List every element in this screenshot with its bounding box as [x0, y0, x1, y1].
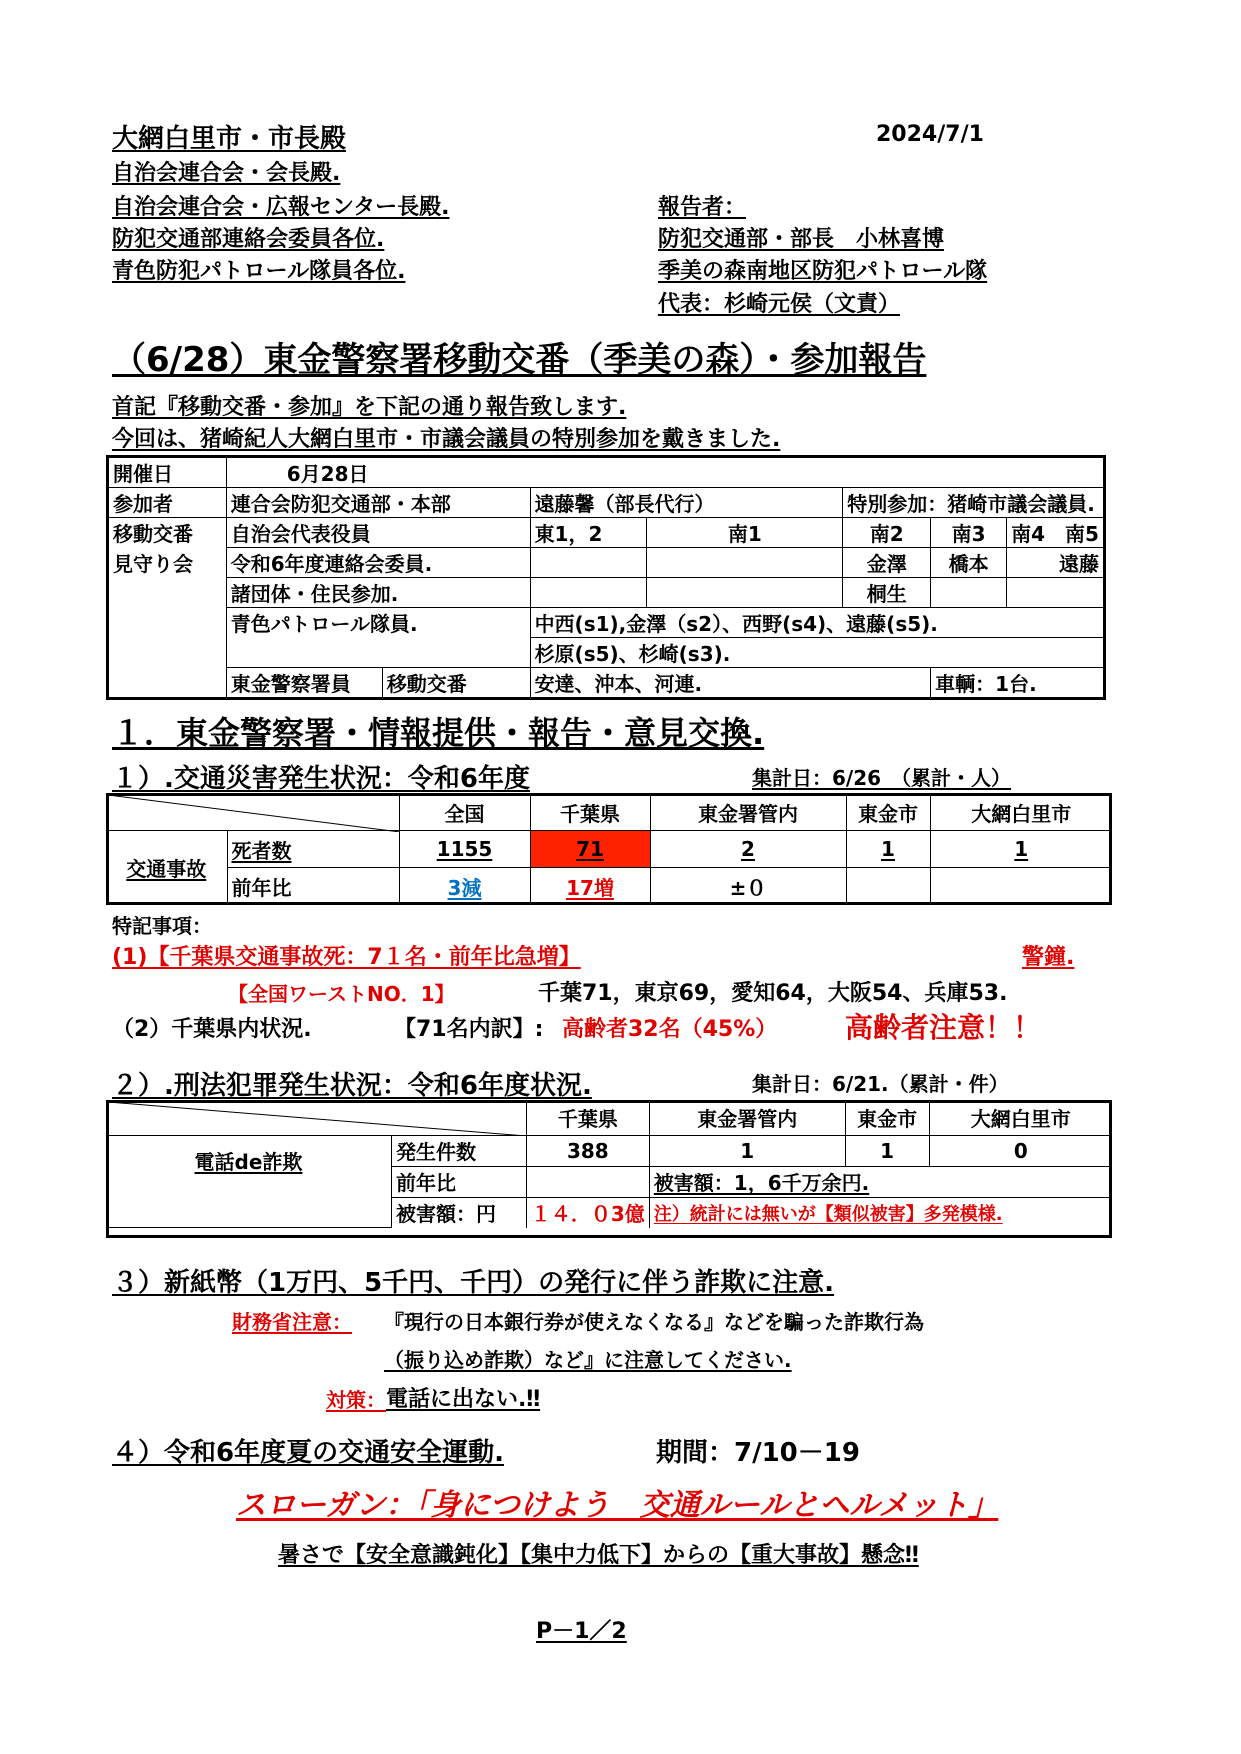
deaths-togane-city: 1	[846, 831, 930, 868]
deaths-oamishirasato: 1	[930, 831, 1112, 868]
crime-tally-date: 集計日：6/21.（累計・件）	[752, 1072, 1009, 1096]
crime-table	[106, 1100, 1112, 1228]
hq-label: 連合会防犯交通部・本部	[226, 488, 530, 518]
note2-elderly-warning: 高齢者注意！！	[845, 1011, 1042, 1044]
deaths-togane-station: 2	[650, 831, 846, 868]
area-east: 東1，2	[530, 518, 647, 548]
col-oamishirasato: 大網白里市	[930, 794, 1112, 831]
similar-damage-note: 注）統計には無いが【類似被害】多発模様.	[649, 1197, 1112, 1228]
date-value: 6月28日	[226, 457, 1104, 488]
new-bills-heading: ３）新紙幣（1万円、5千円、千円）の発行に伴う詐欺に注意.	[112, 1268, 835, 1298]
area-south2: 南2	[843, 518, 931, 548]
name-endo: 遠藤	[1007, 548, 1105, 578]
crime-col-togane-station: 東金署管内	[649, 1101, 845, 1136]
reporter-label: 報告者：	[658, 195, 747, 220]
col-togane-station: 東金署管内	[650, 794, 846, 831]
yoy-togane-station: ±０	[650, 868, 846, 905]
reporter-org: 季美の森南地区防犯パトロール隊	[658, 259, 988, 284]
crime-col-togane-city: 東金市	[845, 1101, 929, 1136]
name-kiryu: 桐生	[843, 578, 931, 608]
damage-note: 被害額：1，6千万余円.	[649, 1166, 1112, 1197]
phone-fraud-label: 電話de詐欺	[106, 1135, 391, 1228]
name-kanazawa: 金澤	[843, 548, 931, 578]
mof-warning-text-1: 『現行の日本銀行券が使えなくなる』などを騙った詐欺行為	[384, 1310, 924, 1334]
traffic-accident-table	[106, 793, 1112, 905]
page-number: P－1／2	[536, 1619, 627, 1644]
countermeasure-text: 電話に出ない.‼	[386, 1387, 541, 1412]
yoy-label: 前年比	[227, 868, 399, 905]
col-togane-city: 東金市	[846, 794, 930, 831]
intro-line-2: 今回は、猪崎紀人大網白里市・市議会議員の特別参加を戴きました.	[112, 427, 781, 452]
recipient-4: 防犯交通部連絡会委員各位.	[112, 227, 385, 252]
countermeasure-label: 対策：	[326, 1388, 386, 1412]
notes-label: 特記事項：	[112, 914, 212, 938]
col-national: 全国	[399, 794, 530, 831]
mobile-koban-label: 移動交番	[108, 518, 227, 548]
name-hashimoto: 橋本	[931, 548, 1007, 578]
deaths-chiba: 71	[530, 831, 650, 868]
deaths-national: 1155	[399, 831, 530, 868]
crime-col-chiba: 千葉県	[526, 1101, 649, 1136]
recipient-5: 青色防犯パトロール隊員各位.	[112, 259, 406, 284]
participants-label: 参加者	[108, 488, 227, 518]
campaign-period: 期間：7/10－19	[656, 1438, 860, 1468]
note2-breakdown-label: 【71名内訳】:	[394, 1017, 544, 1042]
traffic-accident-label: 交通事故	[106, 831, 227, 905]
deaths-label: 死者数	[227, 831, 399, 868]
area-south1: 南1	[647, 518, 843, 548]
residents-participation: 諸団体・住民参加.	[226, 578, 530, 608]
vehicle-count: 車輌：1台.	[931, 668, 1105, 699]
patrol-members-1: 中西(s1),金澤（s2）、西野(s4)、遠藤(s5).	[530, 608, 1104, 638]
campaign-slogan: スローガン：「身につけよう 交通ルールとヘルメット」	[236, 1488, 999, 1523]
incident-oamishirasato: 0	[929, 1135, 1112, 1166]
yoy-national: 3減	[399, 868, 530, 905]
acting-director: 遠藤馨（部長代行）	[530, 488, 843, 518]
damage-chiba: １４．０3億	[526, 1197, 649, 1228]
note1-rankings: 千葉71，東京69，愛知64，大阪54、兵庫53.	[538, 981, 1008, 1006]
summer-campaign-heading: ４）令和6年度夏の交通安全運動.	[112, 1438, 504, 1468]
special-participant: 特別参加：猪崎市議会議員.	[843, 488, 1105, 518]
note1-alarm: 警鐘.	[1022, 945, 1075, 970]
traffic-heading: １）.交通災害発生状況：令和6年度	[112, 764, 530, 794]
patrol-label: 青色パトロール隊員.	[226, 608, 530, 638]
incident-chiba: 388	[526, 1135, 649, 1166]
note2-elderly: 高齢者32名（45%）	[562, 1017, 778, 1042]
mof-warning-label: 財務省注意：	[232, 1310, 352, 1334]
meeting-info-table	[106, 455, 1106, 700]
committee-members: 令和6年度連絡会委員.	[226, 548, 530, 578]
col-chiba: 千葉県	[530, 794, 650, 831]
recipient-3: 自治会連合会・広報センター長殿.	[112, 195, 450, 220]
police-label: 東金警察署員	[226, 668, 382, 699]
mof-warning-text-2: （振り込め詐欺）など』に注意してください.	[384, 1348, 792, 1372]
recipient-1: 大網白里市・市長殿	[112, 124, 347, 154]
note1-worst: 【全国ワーストNO．1】	[228, 982, 455, 1006]
note2-title: （2）千葉県内状況.	[112, 1017, 312, 1042]
watch-meeting-label: 見守り会	[108, 548, 227, 578]
reporter-representative: 代表：杉崎元侯（文責）	[658, 292, 901, 317]
damage-amount-label: 被害額：円	[391, 1197, 526, 1228]
crime-yoy-label: 前年比	[391, 1166, 526, 1197]
date-label: 開催日	[108, 457, 227, 488]
recipient-2: 自治会連合会・会長殿.	[112, 161, 341, 186]
area-south3: 南3	[931, 518, 1007, 548]
report-date: 2024/7/1	[876, 122, 984, 147]
page-title: （6/28）東金警察署移動交番（季美の森）・参加報告	[112, 340, 927, 380]
area-south4-5: 南4 南5	[1007, 518, 1105, 548]
police-names: 安達、沖本、河連.	[530, 668, 931, 699]
yoy-chiba: 17増	[530, 868, 650, 905]
note1: (1)【千葉県交通事故死：7１名・前年比急増】	[112, 945, 581, 970]
incident-count-label: 発生件数	[391, 1135, 526, 1166]
police-type: 移動交番	[382, 668, 530, 699]
association-reps: 自治会代表役員	[226, 518, 530, 548]
heat-caution: 暑さで【安全意識鈍化】【集中力低下】からの【重大事故】懸念‼	[278, 1543, 919, 1568]
patrol-members-2: 杉原(s5)、杉崎(s3).	[530, 638, 1104, 668]
crime-heading: ２）.刑法犯罪発生状況：令和6年度状況.	[112, 1071, 592, 1101]
incident-togane-city: 1	[845, 1135, 929, 1166]
intro-line-1: 首記『移動交番・参加』を下記の通り報告致します.	[112, 395, 627, 420]
section1-heading: １．東金警察署・情報提供・報告・意見交換.	[112, 714, 765, 752]
traffic-tally-date: 集計日：6/26 （累計・人）	[752, 766, 1012, 790]
crime-col-oamishirasato: 大網白里市	[929, 1101, 1112, 1136]
incident-togane-station: 1	[649, 1135, 845, 1166]
reporter-name: 防犯交通部・部長 小林喜博	[658, 227, 945, 252]
